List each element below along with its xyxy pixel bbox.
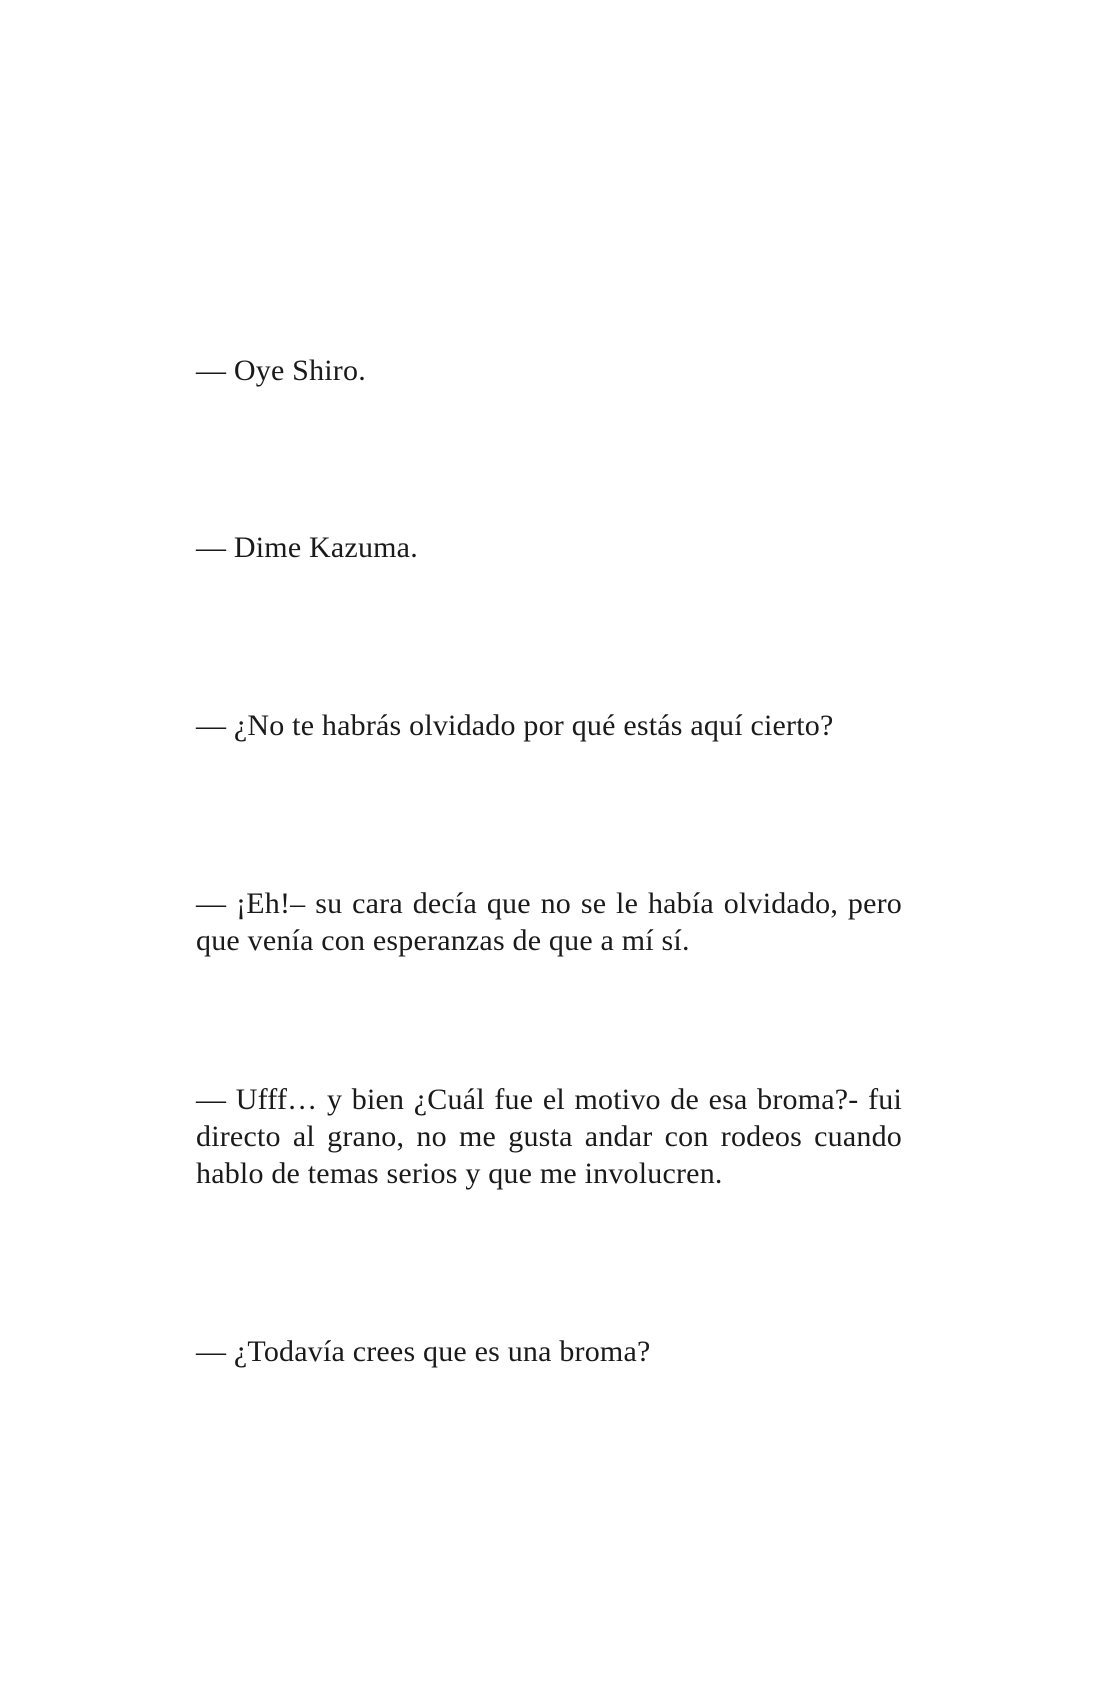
dialogue-paragraph-2: — Dime Kazuma. — [196, 531, 418, 564]
dialogue-paragraph-6: — ¿Todavía crees que es una broma? — [196, 1335, 651, 1368]
dialogue-paragraph-1: — Oye Shiro. — [196, 354, 366, 387]
dialogue-paragraph-4: — ¡Eh!– su cara decía que no se le había olvidado, pero que venía con esperanzas de que a mí sí. — [196, 887, 902, 957]
dialogue-paragraph-5: — Ufff… y bien ¿Cuál fue el motivo de esa broma?- fui directo al grano, no me gusta andar con rodeos cuando hablo de temas serios y que me involucren. — [196, 1083, 902, 1190]
dialogue-paragraph-3: — ¿No te habrás olvidado por qué estás aquí cierto? — [196, 709, 834, 742]
